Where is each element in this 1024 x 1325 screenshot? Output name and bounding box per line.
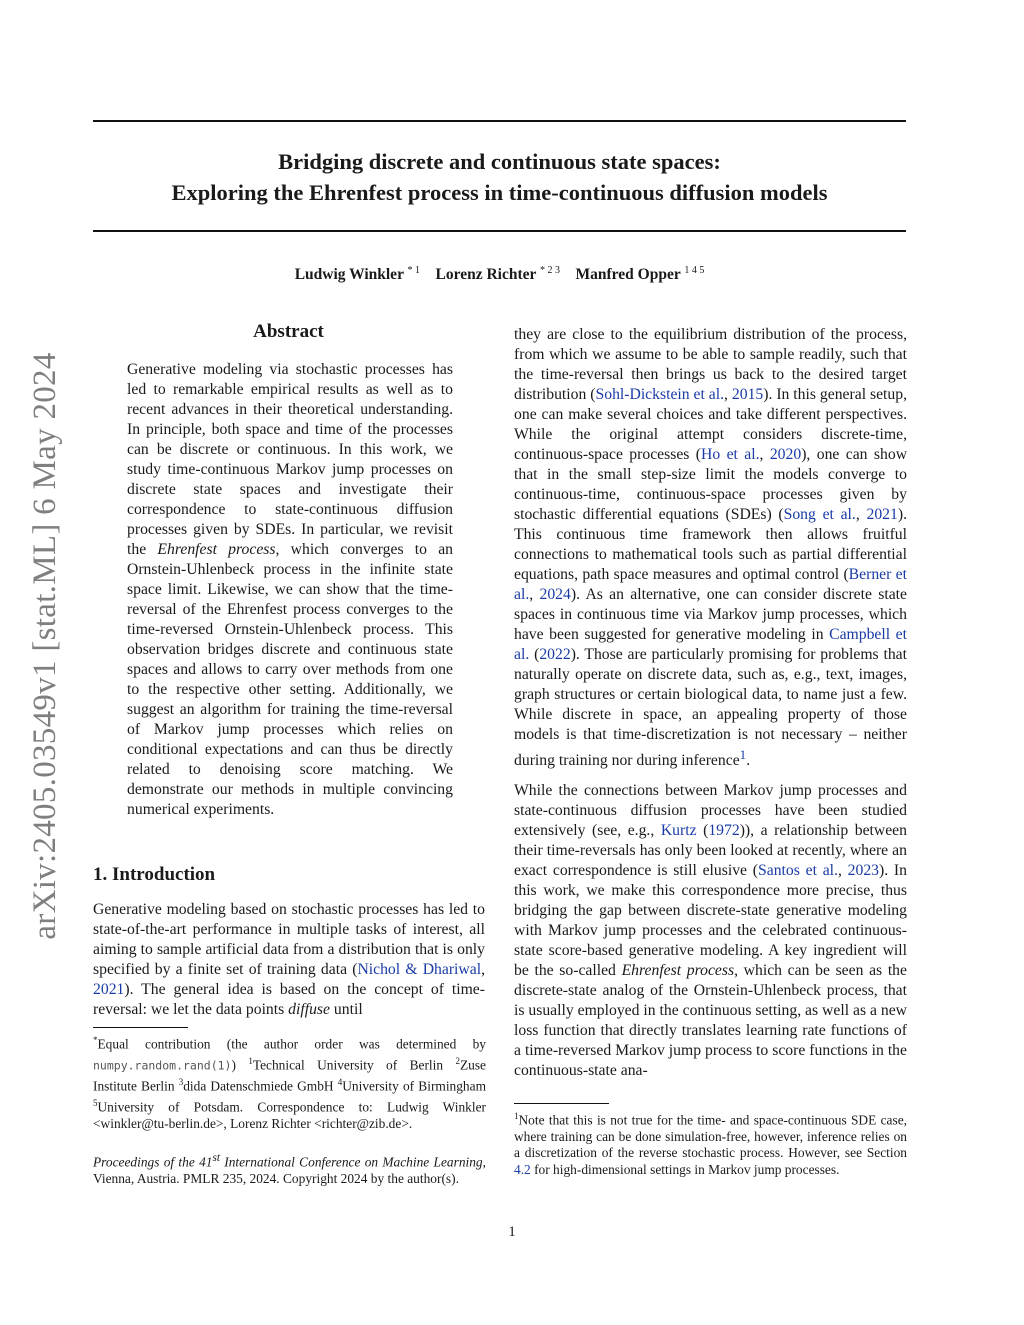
- body-text: ,: [837, 862, 848, 880]
- body-text: ,: [855, 506, 867, 523]
- body-text: ,: [724, 386, 732, 403]
- citation-link[interactable]: Song et al.: [783, 506, 856, 523]
- right-paragraph-2: [514, 781, 907, 1081]
- citation-year-link[interactable]: 1972: [708, 822, 740, 840]
- affiliation-text: University of Birmingham: [342, 1078, 486, 1094]
- footnote-mark: *: [93, 1035, 98, 1045]
- proceedings-text: International Conference on Machine Learning: [219, 1154, 483, 1170]
- footnote-text: ): [231, 1057, 249, 1073]
- body-text: ). In this general setup, one can make several choices and take different perspectives. While the original attempt considers discrete-time, continuous-space processes (: [514, 386, 908, 463]
- footnote-mark: 1: [514, 1111, 519, 1121]
- affiliation-text: University of Potsdam. Correspondence to: Ludwig Winkler <winkler@tu-berlin.de>, Lorenz Richter <richter@zib.de>.: [93, 1099, 486, 1131]
- body-text: (: [529, 646, 540, 663]
- section-heading-introduction: 1. Introduction: [93, 864, 216, 885]
- title-line-1: Bridging discrete and continuous state spaces:: [278, 149, 721, 174]
- introduction-paragraph: [93, 900, 485, 1020]
- affiliation-mark: 5: [93, 1097, 98, 1108]
- title-line-2: Exploring the Ehrenfest process in time-continuous diffusion models: [171, 180, 828, 205]
- proceedings-ordinal: st: [212, 1152, 220, 1164]
- body-text: ). In this work, we make this correspondence more precise, thus bridging the gap between discrete-state generative modeling with Markov jump processes and the celebrated continuous-state score-based generative modeling. A key ingredient will be the so-called: [514, 862, 907, 980]
- arxiv-identifier: arXiv:2405.03549v1 [stat.ML] 6 May 2024: [27, 352, 63, 940]
- body-text: .: [746, 752, 751, 770]
- footnote-code: numpy.random.rand(1): [93, 1058, 232, 1073]
- page-number: 1: [508, 1224, 516, 1240]
- footnote-left: [93, 1032, 486, 1132]
- footnote-text: for high-dimensional settings in Markov jump processes.: [530, 1161, 840, 1177]
- body-text: ). As an alternative, one can consider discrete state spaces in continuous time via Markov jump processes, which have been suggested for generative modeling in: [514, 586, 908, 643]
- footnote-text: Note that this is not true for the time- and space-continuous SDE case, where training can be done simulation-free, however, inference relies on a discretization of the reverse stochastic process. However, see Section: [514, 1112, 907, 1161]
- citation-year-link[interactable]: 2022: [539, 646, 571, 663]
- body-text: ). This continuous time framework then allows fruitful connections to mathematical tools such as partial differential equations, path space measures and optimal control (: [514, 506, 907, 583]
- author-affiliation-marks: 1 4 5: [684, 265, 705, 276]
- proceedings-note: [93, 1150, 486, 1187]
- footnote-rule-right: [514, 1103, 609, 1104]
- body-text: (: [696, 822, 709, 840]
- abstract-emphasis: Ehrenfest process: [157, 541, 276, 558]
- affiliation-text: dida Datenschmiede GmbH: [183, 1078, 338, 1094]
- footnote-right: [514, 1108, 907, 1178]
- citation-link[interactable]: Kurtz: [660, 822, 697, 840]
- paper-title: [93, 146, 906, 208]
- citation-link[interactable]: Nichol & Dhariwal: [357, 961, 482, 978]
- affiliation-mark: 1: [248, 1055, 253, 1066]
- abstract-text: Generative modeling via stochastic processes has led to remarkable empirical results as well as to recent advances in their theoretical understanding. In principle, both space and time of the processes can be discrete or continuous. In this work, we study time-continuous Markov jump processes on discrete state spaces and investigate their correspondence to state-continuous diffusion processes given by SDEs. In particular, we revisit the: [127, 361, 453, 558]
- body-text: ). Those are particularly promising for problems that naturally operate on discrete data, such as, e.g., text, images, graph structures or certain biological data, to name just a few. While discrete in space, an appealing property of those models is that time-discretization is not necessary – neither during training nor during inference: [514, 646, 907, 770]
- proceedings-number: 41: [199, 1154, 213, 1170]
- body-text: ,: [529, 586, 540, 603]
- citation-link[interactable]: Ho et al.: [701, 446, 760, 463]
- abstract-text: , which converges to an Ornstein-Uhlenbeck process in the infinite state space limit. Likewise, we can show that the time-reversal of the Ehrenfest process converges to the time-reversed Ornstein-Uhlenbeck process. This observation bridges discrete and continuous state spaces and allows to carry over methods from one to the respective other setting. Additionally, we suggest an algorithm for training the time-reversal of Markov jump processes which relies on conditional expectations and can thus be directly related to denoising score matching. We demonstrate our methods in multiple convincing numerical experiments.: [127, 541, 454, 818]
- body-text: ,: [481, 961, 485, 978]
- body-emphasis: Ehrenfest process: [621, 962, 735, 980]
- citation-year-link[interactable]: 2015: [731, 386, 764, 403]
- citation-year-link[interactable]: 2024: [539, 586, 571, 603]
- author-name: Manfred Opper: [575, 266, 681, 284]
- affiliation-mark: 3: [178, 1076, 184, 1087]
- right-paragraph-1: [514, 325, 907, 771]
- citation-year-link[interactable]: 2020: [769, 446, 802, 463]
- abstract-heading: Abstract: [253, 321, 324, 342]
- citation-link[interactable]: Santos et al.: [758, 862, 838, 880]
- footnote-rule-left: [93, 1027, 188, 1028]
- abstract-body: [127, 360, 453, 820]
- right-column: [514, 325, 907, 1081]
- body-text: until: [330, 1001, 363, 1018]
- body-text: ). The general idea is based on the concept of time-reversal: we let the data points: [93, 981, 485, 1018]
- author-name: Lorenz Richter: [435, 266, 537, 284]
- citation-link[interactable]: Campbell et al.: [514, 626, 907, 663]
- proceedings-text: Proceedings of the: [93, 1154, 200, 1170]
- proceedings-text: , Vienna, Austria. PMLR 235, 2024. Copyright 2024 by the author(s).: [93, 1154, 486, 1186]
- body-text: ,: [759, 446, 770, 463]
- title-top-rule: [93, 120, 906, 122]
- citation-year-link[interactable]: 2023: [847, 862, 880, 880]
- body-emphasis: diffuse: [288, 1001, 330, 1018]
- affiliation-text: Zuse Institute Berlin: [93, 1057, 486, 1094]
- author-name: Ludwig Winkler: [294, 266, 404, 284]
- citation-year-link[interactable]: 2021: [93, 981, 125, 998]
- body-text: , which can be seen as the discrete-state analog of the Ornstein-Uhlenbeck process, that is usually employed in the continuous setting, as well as a new loss function that directly translates learning rate functions of a time-reversed Markov jump process to score functions in the continuous-state ana-: [514, 962, 907, 1080]
- citation-link[interactable]: Berner et al.: [514, 566, 907, 603]
- affiliation-mark: 2: [455, 1055, 460, 1066]
- body-text: Generative modeling based on stochastic processes has led to state-of-the-art performance in multiple tasks of interest, all aiming to sample artificial data from a distribution that is only specified by a finite set of training data (: [93, 901, 485, 978]
- affiliation-text: Technical University of Berlin: [252, 1057, 456, 1073]
- footnote-text: Equal contribution (the author order was determined by: [97, 1036, 486, 1052]
- citation-link[interactable]: Sohl-Dickstein et al.: [595, 386, 725, 403]
- body-text: )), a relationship between their time-reversals has only been looked at recently, where an exact correspondence is still elusive (: [514, 822, 907, 880]
- author-affiliation-marks: * 1: [407, 265, 421, 276]
- body-text: While the connections between Markov jump processes and state-continuous diffusion processes have been studied extensively (see, e.g.,: [514, 782, 907, 840]
- body-text: ), one can show that in the small step-size limit the models converge to continuous-time, continuous-space processes given by stochastic differential equations (SDEs) (: [514, 446, 908, 523]
- affiliation-mark: 4: [337, 1076, 343, 1087]
- footnote-link[interactable]: 1: [739, 747, 747, 762]
- title-bottom-rule: [93, 230, 906, 232]
- author-list: [93, 265, 906, 284]
- author-affiliation-marks: * 2 3: [540, 265, 561, 276]
- citation-year-link[interactable]: 2021: [866, 506, 898, 523]
- section-link[interactable]: 4.2: [514, 1161, 531, 1177]
- body-text: they are close to the equilibrium distribution of the process, from which we assume to be able to sample readily, such that the time-reversal then brings us back to the desired target distribution (: [514, 326, 907, 403]
